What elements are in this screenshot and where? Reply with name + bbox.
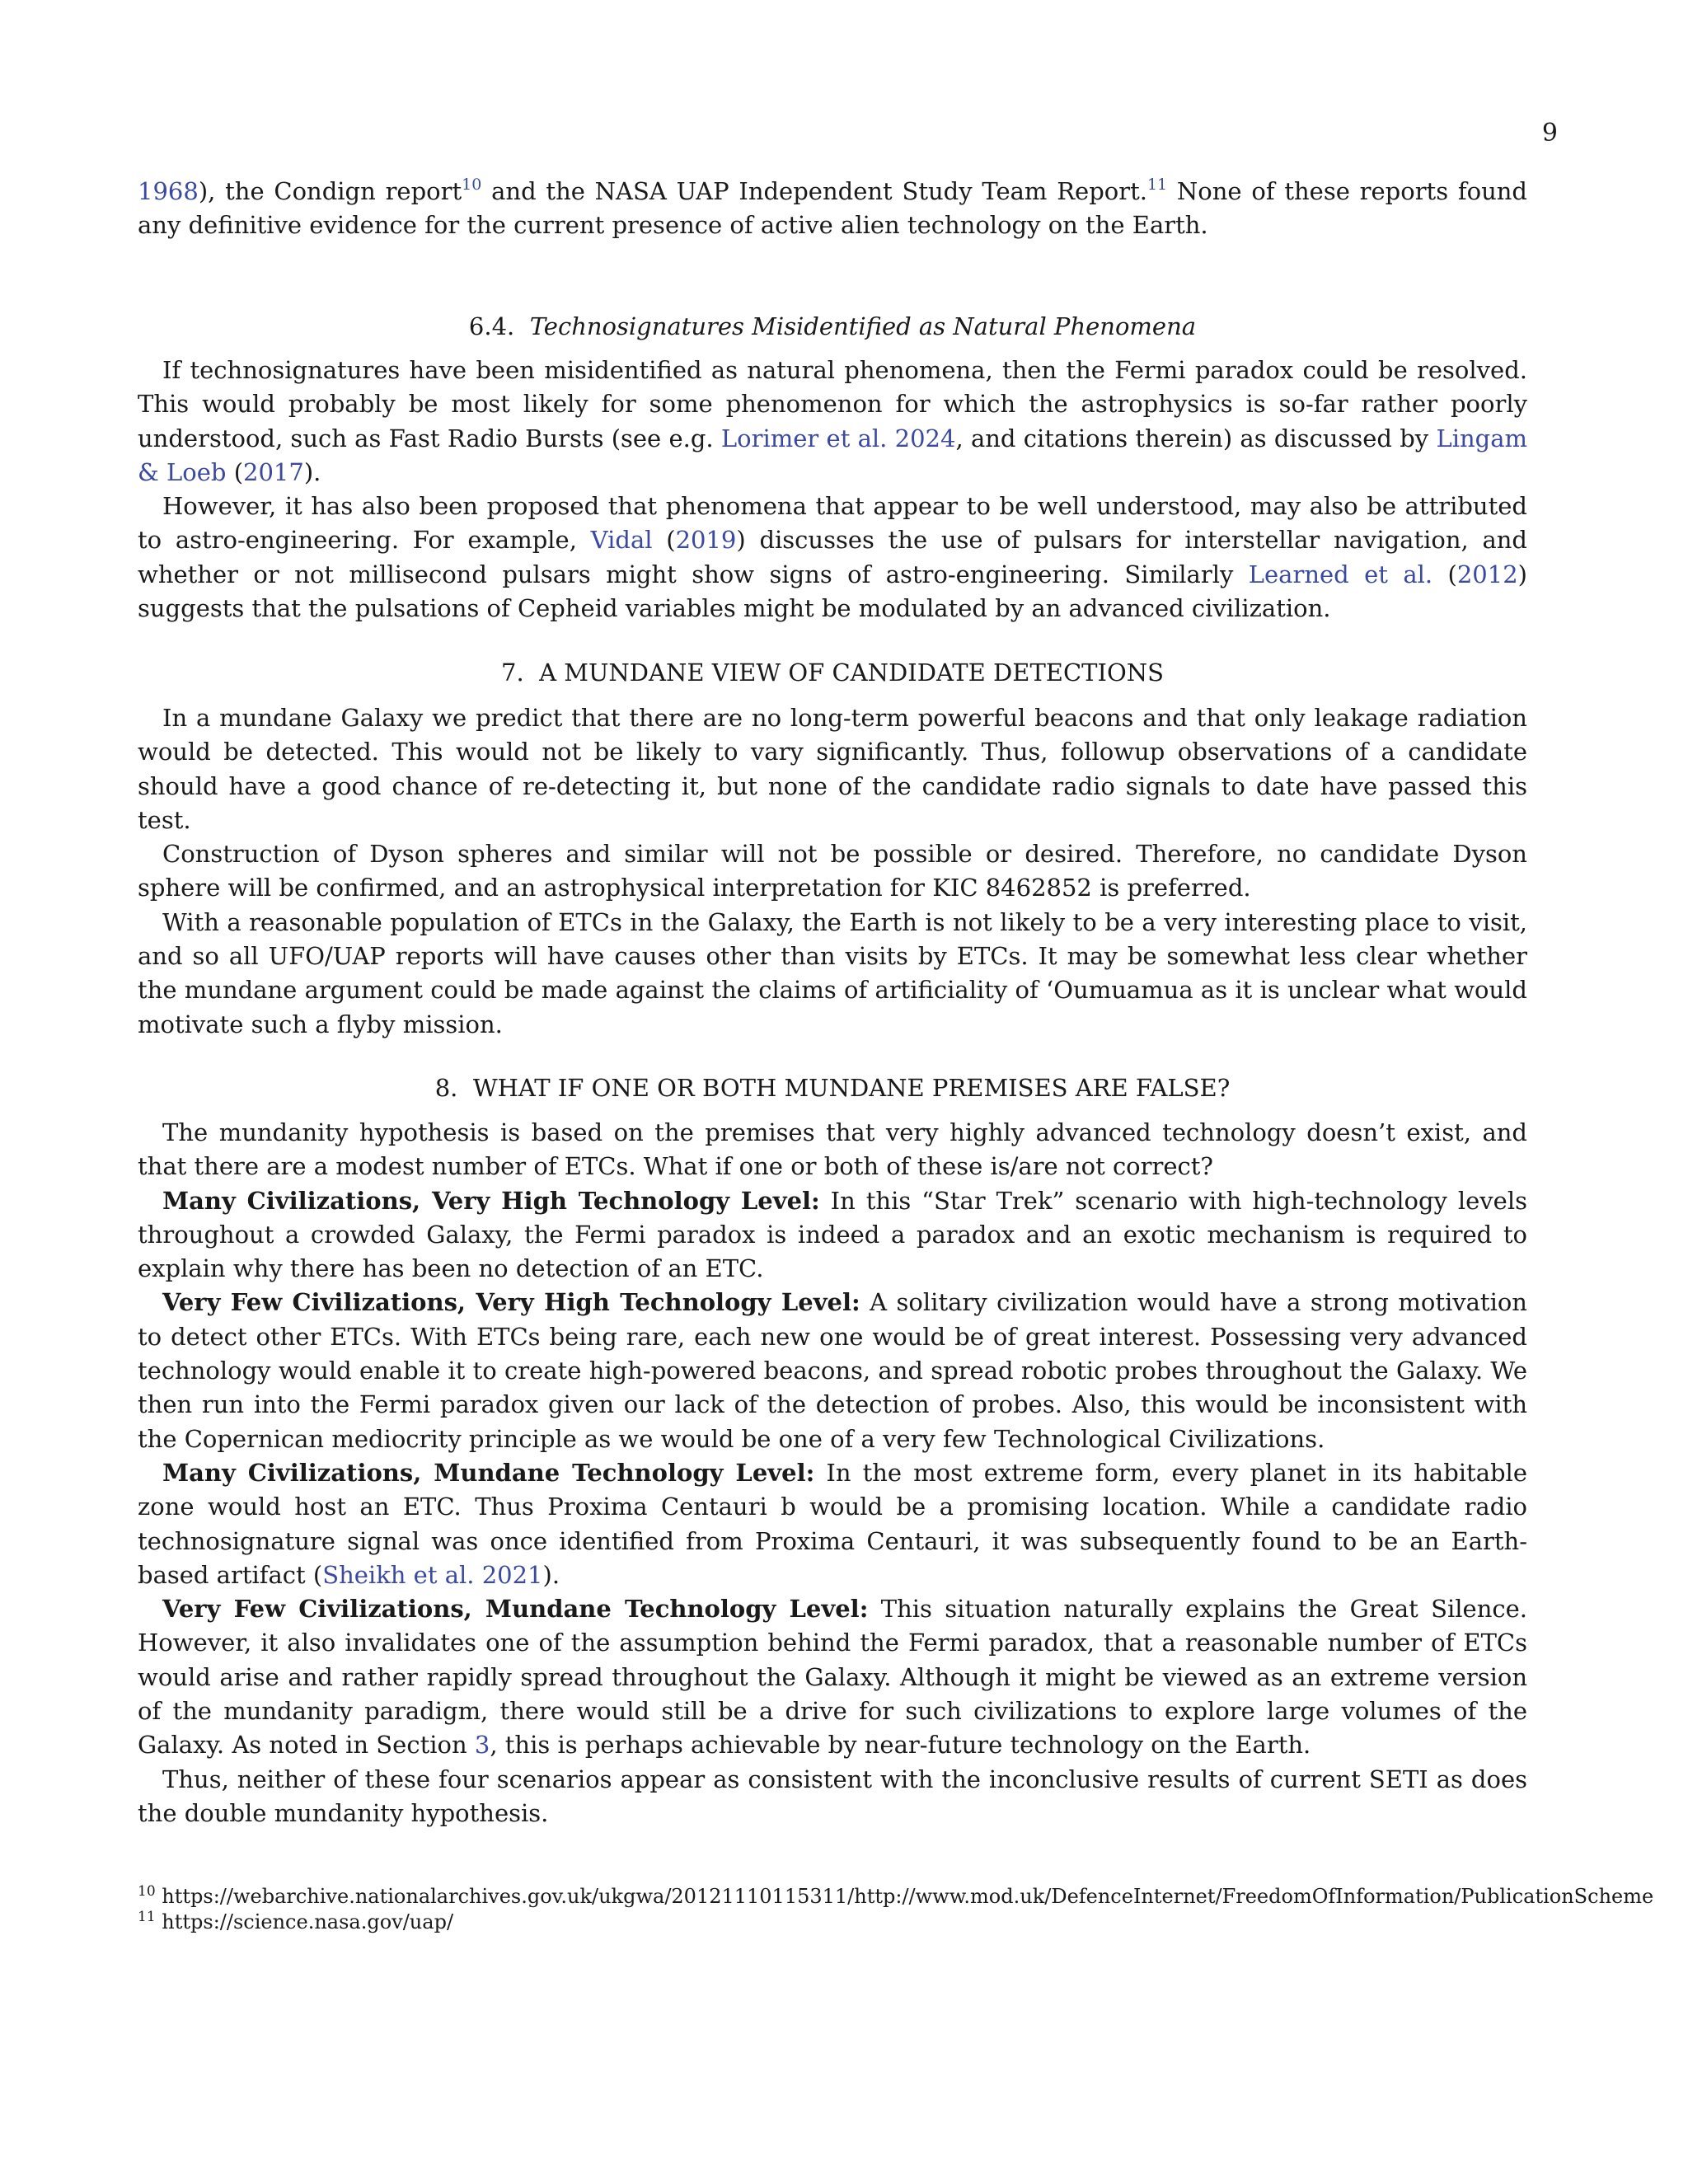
paragraph: The mundanity hypothesis is based on the premises that very highly advanced technology doesn’t exist, and that there are a modest number of ETCs. What if one or both of these is/are not correct? bbox=[138, 1118, 1527, 1181]
intro-paragraph bbox=[138, 175, 1527, 243]
section-heading-6-4: 6.4. Technosignatures Misidentified as Natural Phenomena bbox=[468, 312, 1197, 340]
footnote-ref-10[interactable]: 10 bbox=[462, 176, 482, 194]
intro-text: 1968), the Condign report$^{10}$ and the NASA UAP Independent Study Team Report.$^{11}$ None of these reports found any definitive evidence for the current presence of active alien technology on the Earth. bbox=[138, 176, 1527, 240]
paragraph: With a reasonable population of ETCs in the Galaxy, the Earth is not likely to be a very interesting place to visit, and so all UFO/UAP reports will have causes other than visits by ETCs. It may be somewhat less clear whether the mundane argument could be made against the claims of artificiality of ‘Oumuamua as it is unclear what would motivate such a flyby mission. bbox=[138, 907, 1527, 1038]
section-7 bbox=[138, 656, 1527, 690]
citation-link-2017[interactable]: 2017 bbox=[243, 457, 304, 486]
section-heading-8: 8. WHAT IF ONE OR BOTH MUNDANE PREMISES ARE FALSE? bbox=[434, 1074, 1231, 1102]
citation-link-vidal[interactable]: Vidal bbox=[590, 526, 653, 555]
paragraph: Construction of Dyson spheres and similar will not be possible or desired. Therefore, no candidate Dyson sphere will be confirmed, and an astrophysical interpretation for KIC 8462852 is preferred. bbox=[138, 840, 1527, 902]
scenario-label: Many Civilizations, Very High Technology Level: bbox=[162, 1186, 820, 1215]
footnote-url[interactable]: https://science.nasa.gov/uap/ bbox=[162, 1910, 454, 1933]
section-link-3[interactable]: 3 bbox=[474, 1731, 490, 1760]
paragraph: In a mundane Galaxy we predict that there are no long-term powerful beacons and that only leakage radiation would be detected. This would not be likely to vary significantly. Thus, followup observations of a candidate should have a good chance of re-detecting it, but none of the candidate radio signals to date have passed this test. bbox=[138, 704, 1527, 834]
paragraph: Very Few Civilizations, Very High Technology Level: A solitary civilization would have a strong motivation to detect other ETCs. With ETCs being rare, each new one would be of great interest. Possessing very advanced technology would enable it to create high-powered beacons, and spread robotic probes throughout the Galaxy. We then run into the Fermi paradox given our lack of the detection of probes. Also, this would be inconsistent with the Copernican mediocrity principle as we would be one of a very few Technological Civilizations. bbox=[138, 1288, 1527, 1453]
paragraph: If technosignatures have been misidentified as natural phenomena, then the Fermi paradox could be resolved. This would probably be most likely for some phenomenon for which the astrophysics is so-far rather poorly understood, such as Fast Radio Bursts (see e.g. Lorimer et al. 2024, and citations therein) as discussed by Lingam & Loeb (2017). bbox=[138, 356, 1528, 486]
footnote-url[interactable]: https://webarchive.nationalarchives.gov.uk/ukgwa/20121110115311/http://www.mod.uk/DefenceInternet/FreedomOfInformation/PublicationScheme bbox=[162, 1885, 1654, 1908]
paragraph: Many Civilizations, Very High Technology Level: In this “Star Trek” scenario with high-technology levels throughout a crowded Galaxy, the Fermi paradox is indeed a paradox and an exotic mechanism is required to explain why there has been no detection of an ETC. bbox=[138, 1186, 1527, 1283]
page-number: 9 bbox=[1541, 119, 1558, 148]
scenario-label: Very Few Civilizations, Very High Technology Level: bbox=[162, 1288, 860, 1317]
footnote-ref-11[interactable]: 11 bbox=[1146, 176, 1168, 194]
section-7-body bbox=[138, 701, 1527, 1042]
paragraph: However, it has also been proposed that phenomena that appear to be well understood, may also be attributed to astro-engineering. For example, Vidal (2019) discusses the use of pulsars for interstellar navigation, and whether or not millisecond pulsars might show signs of astro-engineering. Similarly Learned et al. (2012) suggests that the pulsations of Cepheid variables might be modulated by an advanced civilization. bbox=[138, 492, 1527, 623]
section-heading-7: 7. A MUNDANE VIEW OF CANDIDATE DETECTIONS bbox=[501, 658, 1164, 687]
citation-link-2019[interactable]: 2019 bbox=[675, 526, 737, 555]
scenario-label: Many Civilizations, Mundane Technology Level: bbox=[162, 1458, 815, 1487]
paragraph: Very Few Civilizations, Mundane Technology Level: This situation naturally explains the Great Silence. However, it also invalidates one of the assumption behind the Fermi paradox, that a reasonable number of ETCs would arise and rather rapidly spread throughout the Galaxy. Although it might be viewed as an extreme version of the mundanity paradigm, there would still be a drive for such civilizations to explore large volumes of the Galaxy. As noted in Section 3, this is perhaps achievable by near-future technology on the Earth. bbox=[138, 1595, 1528, 1760]
citation-link-lorimer[interactable]: Lorimer et al. 2024 bbox=[720, 424, 956, 452]
citation-link-lingam-loeb[interactable]: Lingam & Loeb bbox=[138, 424, 1528, 486]
citation-link-learned[interactable]: Learned et al. bbox=[1248, 560, 1433, 588]
section-8-body bbox=[138, 1116, 1527, 1830]
section-8 bbox=[138, 1071, 1527, 1105]
footnote-11: $^{11}$ https://science.nasa.gov/uap/ bbox=[138, 1910, 454, 1933]
footnotes bbox=[138, 1884, 1688, 1935]
scenario-label: Very Few Civilizations, Mundane Technology Level: bbox=[162, 1595, 869, 1624]
footnote-10: $^{10}$ https://webarchive.nationalarchives.gov.uk/ukgwa/20121110115311/http://www.mod.uk/DefenceInternet/FreedomOfInformation/PublicationScheme bbox=[138, 1884, 1654, 1908]
citation-link-2012[interactable]: 2012 bbox=[1456, 560, 1518, 588]
citation-link-sheikh[interactable]: Sheikh et al. 2021 bbox=[322, 1560, 543, 1589]
section-6-4 bbox=[138, 310, 1527, 344]
section-6-4-body bbox=[138, 354, 1527, 626]
paragraph: Thus, neither of these four scenarios appear as consistent with the inconclusive results of current SETI as does the double mundanity hypothesis. bbox=[138, 1765, 1527, 1827]
paragraph: Many Civilizations, Mundane Technology Level: In the most extreme form, every planet in its habitable zone would host an ETC. Thus Proxima Centauri b would be a promising location. While a candidate radio technosignature signal was once identified from Proxima Centauri, it was subsequently found to be an Earth-based artifact (Sheikh et al. 2021). bbox=[138, 1458, 1527, 1589]
citation-link-1968[interactable]: 1968 bbox=[138, 177, 199, 205]
